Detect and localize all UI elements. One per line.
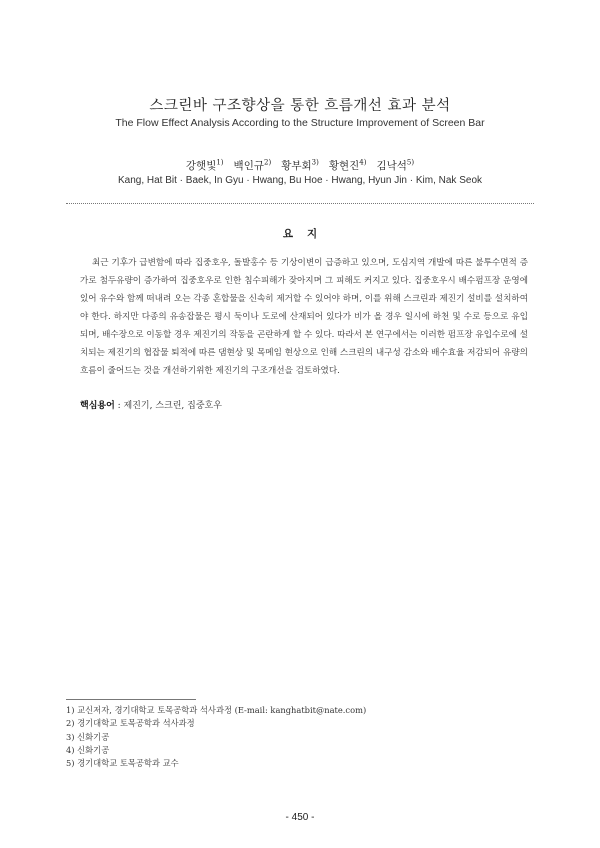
footnote-divider [66, 699, 196, 700]
footnote-item: 3) 신화기공 [66, 731, 110, 742]
keywords-line [80, 398, 528, 411]
abstract-heading: 요지 [282, 228, 332, 240]
keywords-separator: : [114, 401, 124, 411]
footnote-item: 2) 경기대학교 토목공학과 석사과정 [66, 718, 195, 729]
author-name: 황현진 [328, 160, 360, 172]
paper-title-english: The Flow Effect Analysis According to the Structure Improvement of Screen Bar [115, 117, 485, 129]
author-name: 김낙석 [376, 160, 407, 172]
keywords-label: 핵심용어 [80, 401, 115, 411]
keywords-values: 제진기, 스크린, 집중호우 [123, 401, 222, 411]
footnotes [66, 704, 536, 770]
paper-title-korean: 스크린바 구조향상을 통한 흐름개선 효과 분석 [149, 98, 451, 114]
author-footnote-mark: 3) [311, 158, 319, 167]
author-footnote-mark: 5) [406, 158, 415, 167]
footnote-item: 4) 신화기공 [66, 744, 110, 755]
author-name: 강햇빛 [185, 160, 217, 172]
author-footnote-mark: 1) [216, 158, 224, 167]
author-name: 백인규 [233, 160, 264, 172]
author-footnote-mark: 4) [359, 158, 367, 167]
abstract-body: 최근 기후가 급변함에 따라 집중호우, 돌발홍수 등 기상이변이 급증하고 있으며, 도심지역 개발에 따른 불투수면적 증가로 첨두유량이 증가하여 집중호우로 인한 침수피해가 잦아지며 그 피해도 커지고 있다. 집중호우시 배수펌프장 운영에 있어 유수와 함께 떠내려 오는 각종 혼합물을 신속히 제거할 수 있어야 하며, 이를 위해 스크린과 제진기 설비를 설치하여야 한다. 하지만 다종의 유송잡물은 평시 둑이나 도로에 산재되어 있다가 비가 올 경우 일시에 하천 및 수로 등으로 유입되며, 배수장으로 이동할 경우 제진기의 작동을 곤란하게 할 수 있다. 따라서 본 연구에서는 이러한 펌프장 유입수로에 설치되는 제진기의 협잡물 퇴적에 따른 댐현상 및 목메임 현상으로 인해 스크린의 내구성 감소와 배수효율 저감되어 유량의 흐름이 줄어드는 것을 개선하기위한 제진기의 구조개선을 검토하였다. [80, 258, 528, 376]
authors-korean [0, 158, 600, 173]
footnote-item: 1) 교신저자, 경기대학교 토목공학과 석사과정 (E-mail: kanghatbit@nate.com) [66, 705, 367, 715]
page-number: - 450 - [285, 812, 315, 823]
authors-english: Kang, Hat Bit · Baek, In Gyu · Hwang, Bu Hoe · Hwang, Hyun Jin · Kim, Nak Seok [117, 175, 483, 186]
section-divider [66, 203, 534, 204]
author-footnote-mark: 2) [263, 158, 272, 167]
author-name: 황부회 [281, 160, 312, 172]
footnote-item: 5) 경기대학교 토목공학과 교수 [66, 758, 179, 769]
